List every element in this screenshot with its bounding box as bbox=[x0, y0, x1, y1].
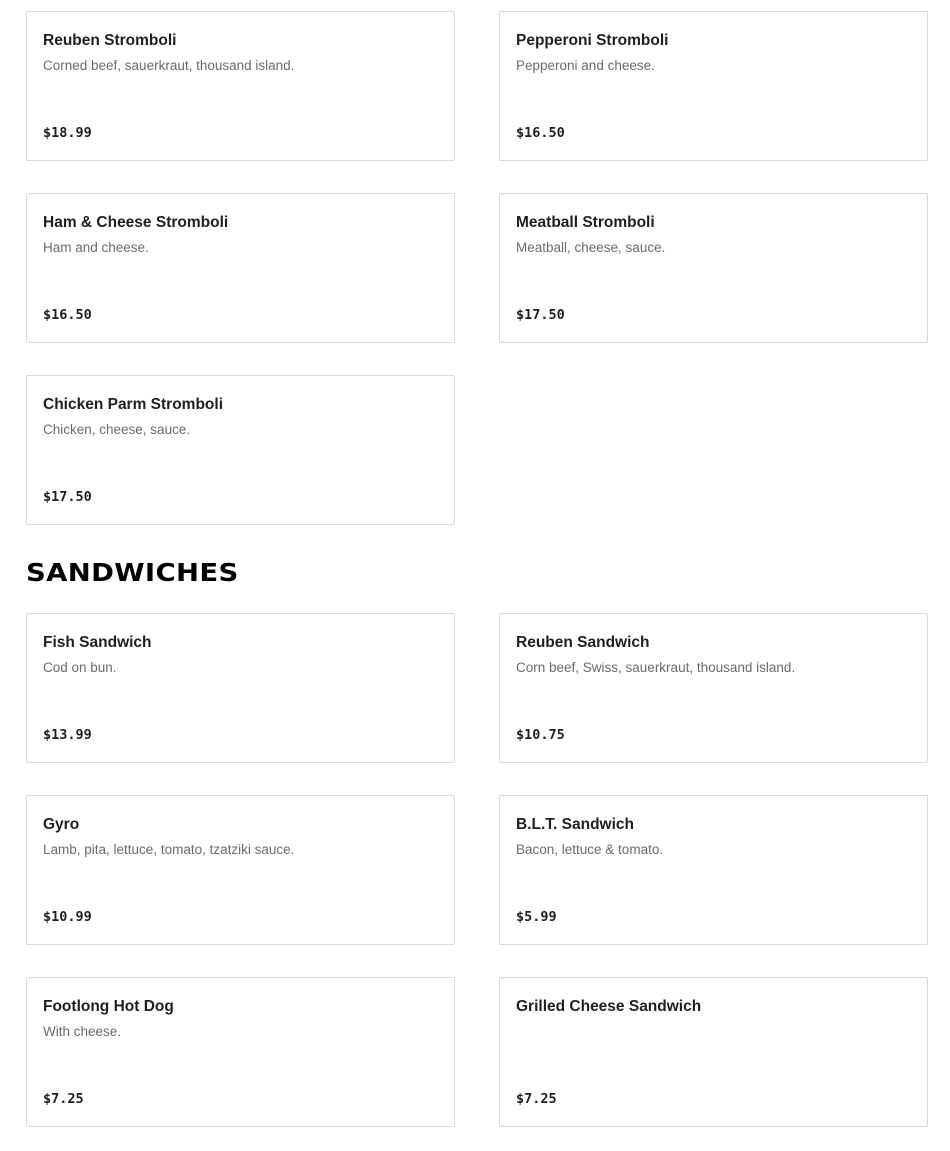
menu-item-description: Corn beef, Swiss, sauerkraut, thousand island. bbox=[516, 660, 796, 675]
stromboli-menu-grid bbox=[26, 11, 928, 525]
menu-item-description: Bacon, lettuce & tomato. bbox=[516, 842, 664, 857]
menu-item-description: Pepperoni and cheese. bbox=[516, 58, 655, 73]
menu-item-name: Reuben Stromboli bbox=[43, 32, 177, 49]
menu-item-price: $17.50 bbox=[516, 307, 565, 323]
menu-item-card[interactable] bbox=[26, 795, 455, 945]
menu-item-card[interactable] bbox=[499, 613, 928, 763]
menu-item-description: Corned beef, sauerkraut, thousand island. bbox=[43, 58, 295, 73]
menu-item-name: Gyro bbox=[43, 816, 80, 833]
menu-item-name: Pepperoni Stromboli bbox=[516, 32, 669, 49]
menu-item-price: $10.75 bbox=[516, 727, 565, 743]
menu-item-description: Ham and cheese. bbox=[43, 240, 149, 255]
menu-item-card[interactable] bbox=[499, 193, 928, 343]
menu-item-name: Chicken Parm Stromboli bbox=[43, 396, 224, 413]
menu-item-name: Ham & Cheese Stromboli bbox=[43, 214, 229, 231]
menu-item-price: $18.99 bbox=[43, 125, 92, 141]
menu-item-price: $7.25 bbox=[43, 1091, 84, 1107]
menu-item-description: Lamb, pita, lettuce, tomato, tzatziki sauce. bbox=[43, 842, 295, 857]
menu-item-description: With cheese. bbox=[43, 1024, 122, 1039]
menu-item-card[interactable] bbox=[26, 375, 455, 525]
section-title-sandwiches: SANDWICHES bbox=[26, 558, 239, 587]
menu-item-name: Reuben Sandwich bbox=[516, 634, 650, 651]
menu-item-description: Cod on bun. bbox=[43, 660, 117, 675]
sandwiches-menu-grid bbox=[26, 613, 928, 1127]
menu-item-price: $16.50 bbox=[43, 307, 92, 323]
menu-item-price: $16.50 bbox=[516, 125, 565, 141]
menu-item-price: $13.99 bbox=[43, 727, 92, 743]
menu-item-name: Meatball Stromboli bbox=[516, 214, 655, 231]
menu-item-name: Grilled Cheese Sandwich bbox=[516, 998, 702, 1015]
menu-item-name: Fish Sandwich bbox=[43, 634, 152, 651]
menu-item-description: Chicken, cheese, sauce. bbox=[43, 422, 191, 437]
menu-item-name: Footlong Hot Dog bbox=[43, 998, 174, 1015]
menu-item-card[interactable] bbox=[499, 977, 928, 1127]
menu-item-price: $17.50 bbox=[43, 489, 92, 505]
menu-item-price: $7.25 bbox=[516, 1091, 557, 1107]
menu-item-card[interactable] bbox=[26, 11, 455, 161]
menu-item-price: $10.99 bbox=[43, 909, 92, 925]
menu-item-price: $5.99 bbox=[516, 909, 557, 925]
menu-item-card[interactable] bbox=[26, 977, 455, 1127]
menu-item-description: Meatball, cheese, sauce. bbox=[516, 240, 666, 255]
menu-item-name: B.L.T. Sandwich bbox=[516, 816, 634, 833]
menu-item-card[interactable] bbox=[26, 193, 455, 343]
menu-item-card[interactable] bbox=[26, 613, 455, 763]
menu-item-card[interactable] bbox=[499, 795, 928, 945]
menu-item-card[interactable] bbox=[499, 11, 928, 161]
